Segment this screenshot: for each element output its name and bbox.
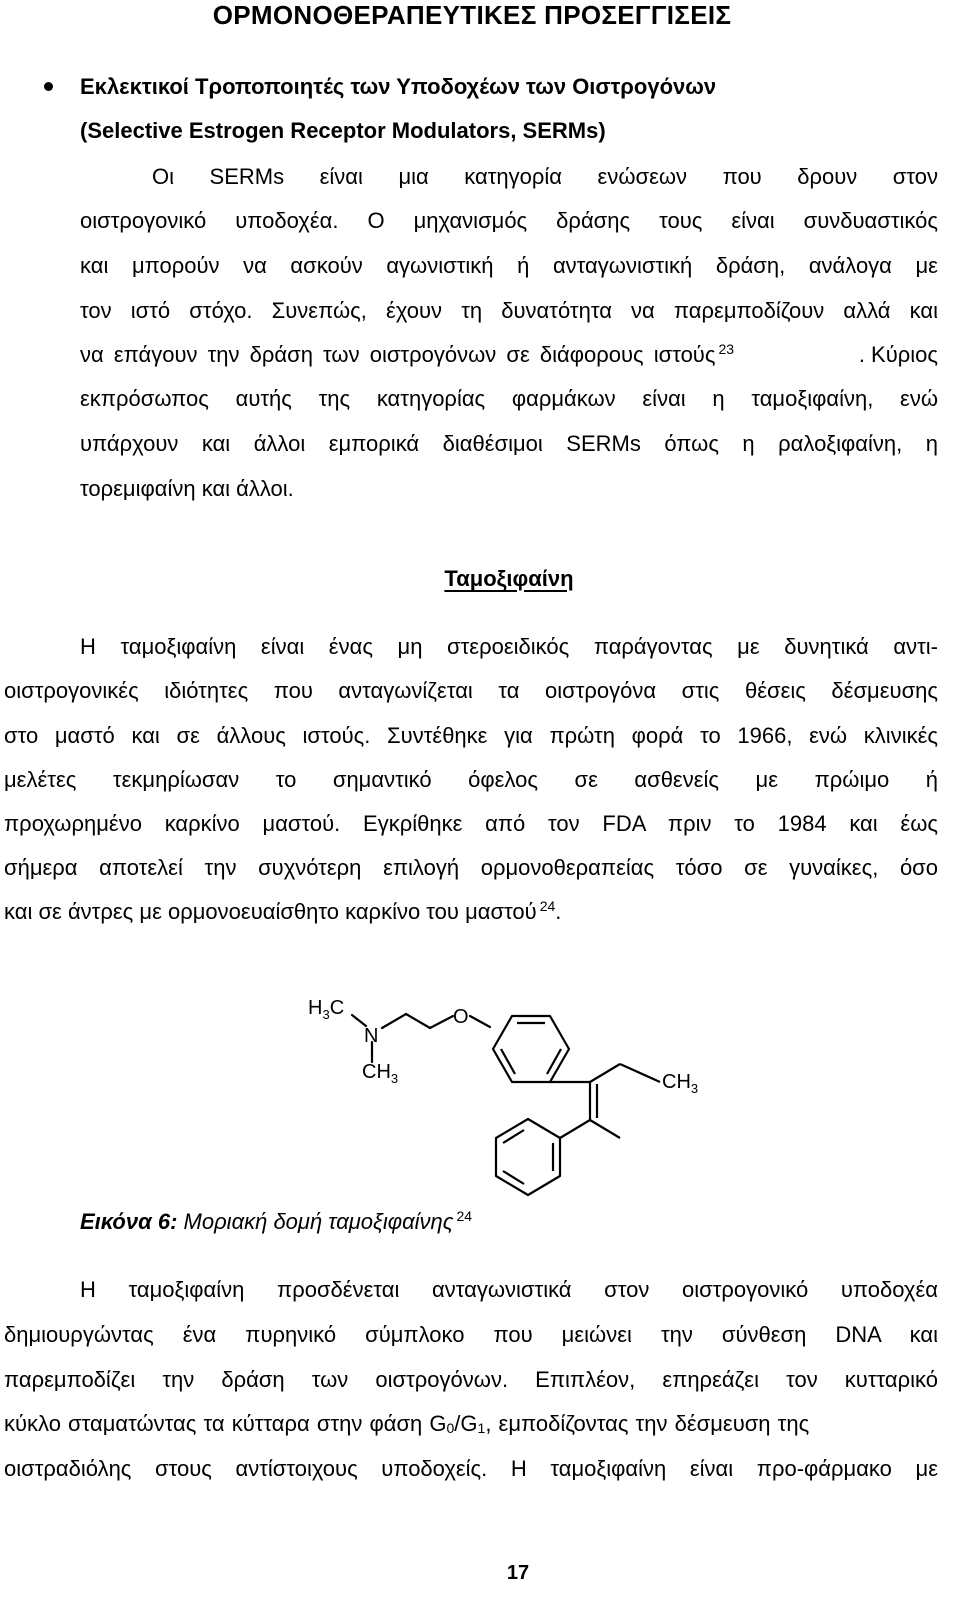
serms-line-1: Οι SERMs είναι μια κατηγορία ενώσεων που δρουν στον (152, 164, 938, 189)
bond-n-ch2 (382, 1014, 406, 1028)
atom-label-o: O (453, 1006, 469, 1028)
section-heading-tamoxifen (0, 566, 960, 592)
tamoxifen-line-4: μελέτες τεκμηρίωσαν το σημαντικό όφελος σε ασθενείς με πρώιμο ή (4, 767, 938, 792)
page-number: 17 (506, 1562, 530, 1584)
mechanism-line-3: παρεμποδίζει την δράση των οιστρογόνων. Επιπλέον, επηρεάζει τον κυτταρικό (4, 1367, 938, 1392)
figure-caption (80, 1208, 472, 1236)
tamoxifen-line-7 (4, 899, 561, 925)
serms-heading-line2: (Selective Estrogen Receptor Modulators, SERMs) (80, 118, 606, 143)
mechanism-line-2: δημιουργώντας ένα πυρηνικό σύμπλοκο που μειώνει την σύνθεση DNA και (4, 1322, 938, 1347)
serms-line-5-tail: . Κύριος (858, 342, 938, 367)
atom-label-n: N (364, 1025, 379, 1047)
serms-line-7: υπάρχουν και άλλοι εμπορικά διαθέσιμοι SERMs όπως η ραλοξιφαίνη, η (80, 431, 938, 456)
tamoxifen-line-3: στο μαστό και σε άλλους ιστούς. Συντέθηκε για πρώτη φορά το 1966, ενώ κλινικές (4, 723, 938, 748)
mechanism-line-5: οιστραδιόλης στους αντίστοιχους υποδοχείς. Η ταμοξιφαίνη είναι προ-φάρμακο με (4, 1456, 938, 1481)
serms-heading-line1: Εκλεκτικοί Τροποποιητές των Υποδοχέων των Οιστρογόνων (80, 74, 717, 99)
bond-alkene-ring-left (560, 1120, 590, 1138)
bond-ethyl-1 (590, 1064, 620, 1082)
serms-line-6: εκπρόσωπος αυτής της κατηγορίας φαρμάκων είναι η ταμοξιφαίνη, ενώ (80, 386, 938, 411)
phenyl-ring-left (496, 1119, 560, 1195)
tamoxifen-line-7-end: . (555, 899, 562, 924)
bullet-point (44, 82, 53, 91)
bond-ethyl-2 (620, 1064, 660, 1082)
serms-line-4: τον ιστό στόχο. Συνεπώς, έχουν τη δυνατότητα να παρεμποδίζουν αλλά και (80, 298, 938, 323)
bond-ch2-ch2 (406, 1014, 430, 1028)
section-heading-tamoxifen-text: Ταμοξιφαίνη (444, 566, 574, 591)
serms-line-2: οιστρογονικό υποδοχέα. Ο μηχανισμός δράσης τους είναι συνδυαστικός (80, 208, 938, 233)
mechanism-line-4-b: /G (454, 1411, 478, 1436)
mechanism-line-4-a: κύκλο σταματώντας τα κύτταρα στην φάση G (4, 1411, 447, 1436)
mechanism-line-4 (4, 1411, 938, 1437)
tamoxifen-line-5: προχωρημένο καρκίνο μαστού. Εγκρίθηκε από τον FDA πριν το 1984 και έως (4, 811, 938, 836)
mechanism-sub-1: 1 (477, 1420, 486, 1436)
bond-o-ring (470, 1016, 490, 1027)
atom-label-h3c: $H_3C$ (308, 997, 345, 1022)
figure-caption-text: Μοριακή δομή ταμοξιφαίνης (183, 1209, 454, 1234)
tamoxifen-structure-figure (300, 960, 720, 1200)
bond-ch2-o (430, 1016, 453, 1028)
reference-24: 24 (539, 898, 556, 914)
serms-line-5-text: να επάγουν την δράση των οιστρογόνων σε διάφορους ιστούς (80, 342, 716, 367)
page-title: ΟΡΜΟΝΟΘΕΡΑΠΕΥΤΙΚΕΣ ΠΡΟΣΕΓΓΙΣΕΙΣ (212, 0, 732, 30)
bond-alkene-ring-right (590, 1120, 620, 1138)
tamoxifen-line-7-text: και σε άντρες με ορμονοευαίσθητο καρκίνο του μαστού (4, 899, 537, 924)
phenyl-ring-ether (493, 1016, 569, 1082)
mechanism-line-1: Η ταμοξιφαίνη προσδένεται ανταγωνιστικά στον οιστρογονικό υποδοχέα (80, 1277, 938, 1302)
serms-line-5 (80, 342, 938, 368)
tamoxifen-line-6: σήμερα αποτελεί την συχνότερη επιλογή ορμονοθεραπείας τόσο σε γυναίκες, όσο (4, 855, 938, 880)
atom-label-ch3-bottom: $CH_3$ (362, 1061, 399, 1086)
figure-caption-ref: 24 (456, 1208, 473, 1224)
figure-caption-label: Εικόνα 6: (80, 1209, 178, 1234)
reference-23: 23 (718, 341, 735, 357)
tamoxifen-line-1: Η ταμοξιφαίνη είναι ένας μη στεροειδικός παράγοντας με δυνητικά αντι- (80, 634, 938, 659)
mechanism-line-4-c: , εμποδίζοντας την δέσμευση της (485, 1411, 810, 1436)
atom-label-ch3-right: $CH_3$ (662, 1071, 699, 1096)
serms-line-3: και μπορούν να ασκούν αγωνιστική ή ανταγωνιστική δράση, ανάλογα με (80, 253, 938, 278)
serms-line-8: τορεμιφαίνη και άλλοι. (80, 476, 294, 501)
tamoxifen-line-2: οιστρογονικές ιδιότητες που ανταγωνίζεται τα οιστρογόνα στις θέσεις δέσμευσης (4, 678, 938, 703)
mechanism-sub-0: 0 (446, 1420, 455, 1436)
